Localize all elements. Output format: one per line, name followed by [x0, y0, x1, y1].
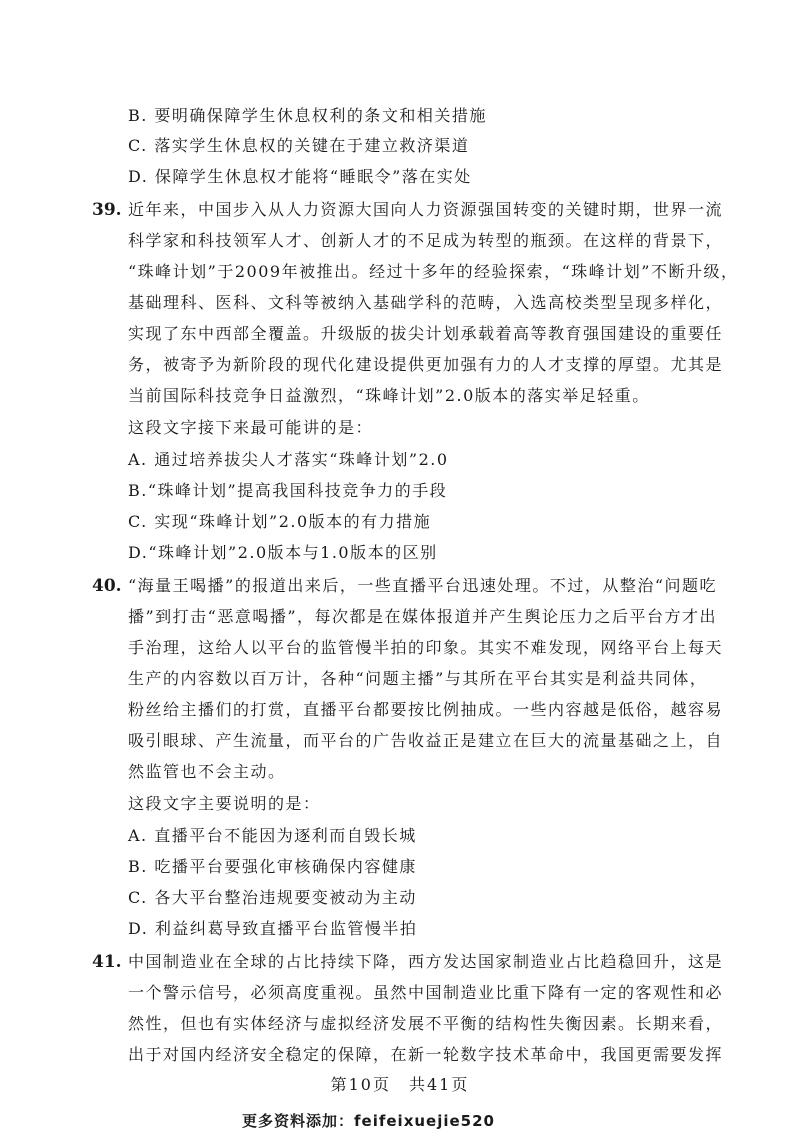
q40-passage-line: 手治理，这给人以平台的监管慢半拍的印象。其实不难发现，网络平台上每天 — [128, 638, 724, 657]
q40-passage-line: 播”到打击“恶意喝播”，每次都是在媒体报道并产生舆论压力之后平台方才出 — [128, 607, 718, 626]
q40-option-a: A. 直播平台不能因为逐利而自毁长城 — [128, 826, 417, 845]
q40-passage-line: 粉丝给主播们的打赏，直播平台都要按比例抽成。一些内容越是低俗，越容易 — [128, 700, 724, 719]
q40-option-d: D. 利益纠葛导致直播平台监管慢半拍 — [128, 919, 418, 938]
q40-option-c: C. 各大平台整治违规要变被动为主动 — [128, 888, 417, 907]
q41-passage-line: 出于对国内经济安全稳定的保障，在新一轮数字技术革命中，我国更需要发挥 — [128, 1045, 724, 1064]
q40-number: 40. — [92, 576, 122, 596]
q39-number: 39. — [92, 200, 122, 220]
q39-passage-line: 务，被寄予为新阶段的现代化建设提供更加强有力的人才支撑的厚望。尤其是 — [128, 355, 724, 374]
q41-passage-line: 然性，但也有实体经济与虚拟经济发展不平衡的结构性失衡因素。长期来看， — [128, 1014, 724, 1033]
q39-question: 这段文字接下来最可能讲的是： — [128, 418, 374, 437]
contact-note — [242, 1110, 495, 1131]
q39-passage-line: 实现了东中西部全覆盖。升级版的拔尖计划承载着高等教育强国建设的重要任 — [128, 324, 724, 343]
q39-option-a: A. 通过培养拔尖人才落实“珠峰计划”2.0 — [128, 450, 449, 469]
page-number: 第10页 共41页 — [330, 1075, 470, 1094]
q40-passage-line: “海量王喝播”的报道出来后，一些直播平台迅速处理。不过，从整治“问题吃 — [128, 576, 718, 595]
q39-passage-line: “珠峰计划”于2009年被推出。经过十多年的经验探索，“珠峰计划”不断升级， — [128, 262, 739, 281]
q41-passage-line: 中国制造业在全球的占比持续下降，西方发达国家制造业占比趋稳回升，这是 — [128, 952, 724, 971]
q40-question: 这段文字主要说明的是： — [128, 794, 321, 813]
q40-option-b: B. 吃播平台要强化审核确保内容健康 — [128, 857, 417, 876]
q39-option-d: D.“珠峰计划”2.0版本与1.0版本的区别 — [128, 543, 438, 562]
contact-id: feifeixuejie520 — [354, 1112, 495, 1130]
q40-passage-line: 生产的内容数以百万计，各种“问题主播”与其所在平台其实是利益共同体， — [128, 669, 708, 688]
q39-passage-line: 基础理科、医科、文科等被纳入基础学科的范畴，入选高校类型呈现多样化， — [128, 293, 724, 312]
q39-passage-line: 科学家和科技领军人才、创新人才的不足成为转型的瓶颈。在这样的背景下， — [128, 231, 724, 250]
contact-label: 更多资料添加： — [242, 1112, 355, 1130]
q40-passage-line: 吸引眼球、产生流量，而平台的广告收益正是建立在巨大的流量基础之上，自 — [128, 731, 724, 750]
q39-option-b: B.“珠峰计划”提高我国科技竞争力的手段 — [128, 481, 448, 500]
q38-option-d: D. 保障学生休息权才能将“睡眠令”落在实处 — [128, 167, 472, 186]
q39-passage-line: 当前国际科技竞争日益激烈，“珠峰计划”2.0版本的落实举足轻重。 — [128, 386, 650, 405]
q38-option-c: C. 落实学生休息权的关键在于建立救济渠道 — [128, 136, 470, 155]
q40-passage-line: 然监管也不会主动。 — [128, 762, 286, 781]
q41-number: 41. — [92, 952, 122, 972]
q39-passage-line: 近年来，中国步入从人力资源大国向人力资源强国转变的关键时期，世界一流 — [128, 200, 724, 219]
q38-option-b: B. 要明确保障学生休息权利的条文和相关措施 — [128, 106, 487, 125]
q39-option-c: C. 实现“珠峰计划”2.0版本的有力措施 — [128, 512, 432, 531]
q41-passage-line: 一个警示信号，必须高度重视。虽然中国制造业比重下降有一定的客观性和必 — [128, 983, 724, 1002]
